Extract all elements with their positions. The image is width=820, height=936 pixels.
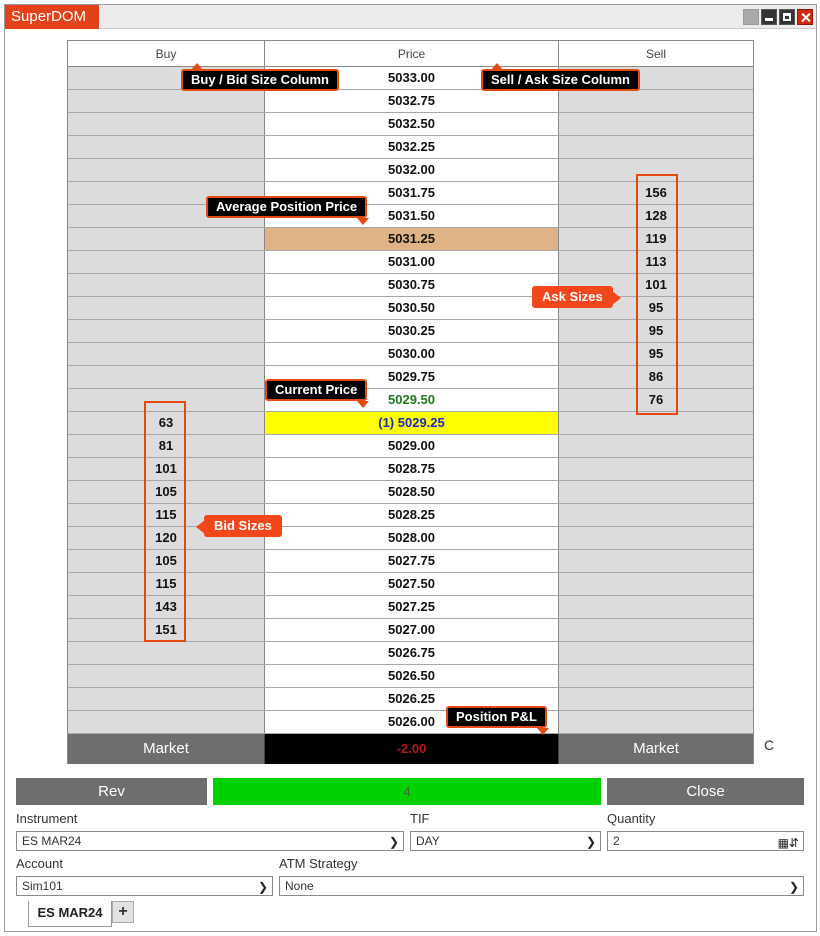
bid-size-cell[interactable]: 120: [68, 527, 264, 549]
ladder-row: [68, 665, 753, 688]
ask-size-cell[interactable]: 119: [559, 228, 753, 250]
bid-size-cell[interactable]: 105: [68, 481, 264, 503]
bid-size-cell[interactable]: [68, 251, 264, 273]
bid-size-cell[interactable]: [68, 343, 264, 365]
price-cell[interactable]: 5027.50: [264, 573, 559, 595]
ask-size-cell[interactable]: 76: [559, 389, 753, 411]
maximize-icon[interactable]: [779, 9, 795, 25]
bid-size-cell[interactable]: [68, 274, 264, 296]
price-cell[interactable]: 5028.25: [264, 504, 559, 526]
bid-size-cell[interactable]: [68, 228, 264, 250]
position-pnl: -2.00: [264, 734, 559, 764]
price-cell[interactable]: 5027.00: [264, 619, 559, 641]
chevron-down-icon: ❯: [788, 880, 799, 894]
sell-market-button[interactable]: Market: [559, 734, 753, 764]
tif-label: TIF: [410, 811, 430, 826]
ask-size-cell[interactable]: 113: [559, 251, 753, 273]
calculator-stepper-icon[interactable]: ▦⇵: [777, 836, 799, 850]
ask-size-cell[interactable]: [559, 596, 753, 618]
price-cell[interactable]: 5031.50: [264, 205, 559, 227]
minimize-icon[interactable]: [761, 9, 777, 25]
bid-size-cell[interactable]: 143: [68, 596, 264, 618]
price-cell[interactable]: 5031.75: [264, 182, 559, 204]
bid-sizes-highlight: [144, 401, 186, 642]
ask-size-cell[interactable]: [559, 665, 753, 687]
price-cell[interactable]: 5027.75: [264, 550, 559, 572]
price-cell[interactable]: 5030.75: [264, 274, 559, 296]
price-cell[interactable]: 5031.25: [264, 228, 559, 250]
ladder-row: [68, 67, 753, 90]
account-value: Sim101: [22, 879, 63, 893]
bid-size-cell[interactable]: [68, 297, 264, 319]
close-position-button[interactable]: Close: [607, 778, 804, 805]
ask-size-cell[interactable]: [559, 550, 753, 572]
callout-sell-column: Sell / Ask Size Column: [481, 69, 640, 91]
tab-es-mar24[interactable]: ES MAR24: [28, 901, 112, 927]
instrument-value: ES MAR24: [22, 834, 82, 848]
pin-icon[interactable]: [743, 9, 759, 25]
ask-size-cell[interactable]: 95: [559, 297, 753, 319]
price-cell[interactable]: 5030.00: [264, 343, 559, 365]
ask-size-cell[interactable]: [559, 113, 753, 135]
bid-size-cell[interactable]: [68, 711, 264, 733]
price-cell[interactable]: 5031.00: [264, 251, 559, 273]
ask-size-cell[interactable]: [559, 619, 753, 641]
bid-size-cell[interactable]: 101: [68, 458, 264, 480]
price-cell[interactable]: 5026.75: [264, 642, 559, 664]
ask-size-cell[interactable]: [559, 711, 753, 733]
bid-size-cell[interactable]: [68, 688, 264, 710]
ask-size-cell[interactable]: 95: [559, 343, 753, 365]
ask-size-cell[interactable]: [559, 458, 753, 480]
ask-size-cell[interactable]: [559, 642, 753, 664]
bid-size-cell[interactable]: [68, 320, 264, 342]
ask-size-cell[interactable]: 86: [559, 366, 753, 388]
bid-size-cell[interactable]: [68, 113, 264, 135]
account-select[interactable]: [16, 876, 273, 896]
price-header[interactable]: Price: [264, 41, 559, 66]
bid-size-cell[interactable]: [68, 90, 264, 112]
callout-position-pnl: Position P&L: [446, 706, 547, 728]
title-bar[interactable]: [5, 5, 816, 29]
chevron-down-icon: ❯: [388, 835, 399, 849]
window-controls: [743, 9, 813, 25]
quantity-label: Quantity: [607, 811, 656, 826]
price-cell[interactable]: 5028.50: [264, 481, 559, 503]
ladder-row: [68, 90, 753, 113]
tif-select[interactable]: [410, 831, 601, 851]
price-cell[interactable]: 5028.75: [264, 458, 559, 480]
bid-size-cell[interactable]: 115: [68, 573, 264, 595]
price-cell[interactable]: 5028.00: [264, 527, 559, 549]
ask-size-cell[interactable]: [559, 688, 753, 710]
price-cell[interactable]: 5026.00: [264, 711, 559, 733]
bid-size-cell[interactable]: 63: [68, 412, 264, 434]
callout-buy-column: Buy / Bid Size Column: [181, 69, 339, 91]
sell-header[interactable]: Sell: [645, 47, 666, 61]
callout-avg-price: Average Position Price: [206, 196, 367, 218]
bid-size-cell[interactable]: [68, 366, 264, 388]
ask-size-cell[interactable]: [559, 435, 753, 457]
ask-size-cell[interactable]: [559, 412, 753, 434]
ladder-footer: [68, 734, 753, 764]
close-icon[interactable]: [797, 9, 813, 25]
bid-size-cell[interactable]: [68, 665, 264, 687]
chevron-down-icon: ❯: [585, 835, 596, 849]
price-cell[interactable]: 5029.00: [264, 435, 559, 457]
price-cell[interactable]: 5029.50: [264, 389, 559, 411]
callout-bid-sizes: Bid Sizes: [204, 515, 282, 537]
bid-size-cell[interactable]: 151: [68, 619, 264, 641]
ask-size-cell[interactable]: 156: [559, 182, 753, 204]
bid-size-cell[interactable]: 105: [68, 550, 264, 572]
quantity-stepper[interactable]: [607, 831, 804, 851]
price-cell[interactable]: 5032.75: [264, 90, 559, 112]
ask-size-cell[interactable]: [559, 573, 753, 595]
bid-size-cell[interactable]: 115: [68, 504, 264, 526]
rev-button[interactable]: Rev: [16, 778, 207, 805]
buy-market-button[interactable]: Market: [68, 734, 264, 764]
ladder-row: [68, 642, 753, 665]
price-cell[interactable]: 5026.50: [264, 665, 559, 687]
ask-size-cell[interactable]: [559, 481, 753, 503]
price-cell[interactable]: 5030.50: [264, 297, 559, 319]
instrument-label: Instrument: [16, 811, 78, 826]
price-cell[interactable]: 5026.25: [264, 688, 559, 710]
price-cell[interactable]: 5032.25: [264, 136, 559, 158]
ladder-row: [68, 136, 753, 159]
price-cell[interactable]: 5032.50: [264, 113, 559, 135]
ask-sizes-highlight: [636, 174, 678, 415]
tif-value: DAY: [416, 834, 440, 848]
bid-size-cell[interactable]: [68, 642, 264, 664]
ask-size-cell[interactable]: [559, 90, 753, 112]
price-cell[interactable]: 5033.00: [264, 67, 559, 89]
price-cell[interactable]: 5032.00: [264, 159, 559, 181]
price-cell[interactable]: 5030.25: [264, 320, 559, 342]
ladder-header: [68, 41, 753, 67]
atm-strategy-select[interactable]: [279, 876, 804, 896]
ask-size-cell[interactable]: [559, 136, 753, 158]
chevron-down-icon: ❯: [257, 880, 268, 894]
ladder-row: [68, 113, 753, 136]
ask-size-cell[interactable]: 95: [559, 320, 753, 342]
add-tab-button[interactable]: +: [112, 901, 134, 923]
callout-ask-sizes: Ask Sizes: [532, 286, 613, 308]
position-quantity-bar: 4: [213, 778, 601, 805]
price-cell[interactable]: (1) 5029.25: [264, 412, 559, 434]
bid-size-cell[interactable]: [68, 136, 264, 158]
bid-size-cell[interactable]: [68, 159, 264, 181]
price-cell[interactable]: 5029.75: [264, 366, 559, 388]
ask-size-cell[interactable]: [559, 504, 753, 526]
price-cell[interactable]: 5027.25: [264, 596, 559, 618]
atm-strategy-label: ATM Strategy: [279, 856, 358, 871]
callout-current-price: Current Price: [265, 379, 367, 401]
account-label: Account: [16, 856, 63, 871]
ask-size-cell[interactable]: [559, 527, 753, 549]
ladder-row: [68, 688, 753, 711]
quantity-value: 2: [613, 834, 620, 848]
ladder-row: [68, 711, 753, 734]
bid-size-cell[interactable]: 81: [68, 435, 264, 457]
buy-header[interactable]: Buy: [155, 47, 177, 61]
side-letter: C: [764, 737, 775, 753]
ask-size-cell[interactable]: 128: [559, 205, 753, 227]
window-title: SuperDOM: [5, 5, 99, 29]
instrument-select[interactable]: [16, 831, 404, 851]
atm-strategy-value: None: [285, 879, 314, 893]
ask-size-cell[interactable]: 101: [559, 274, 753, 296]
